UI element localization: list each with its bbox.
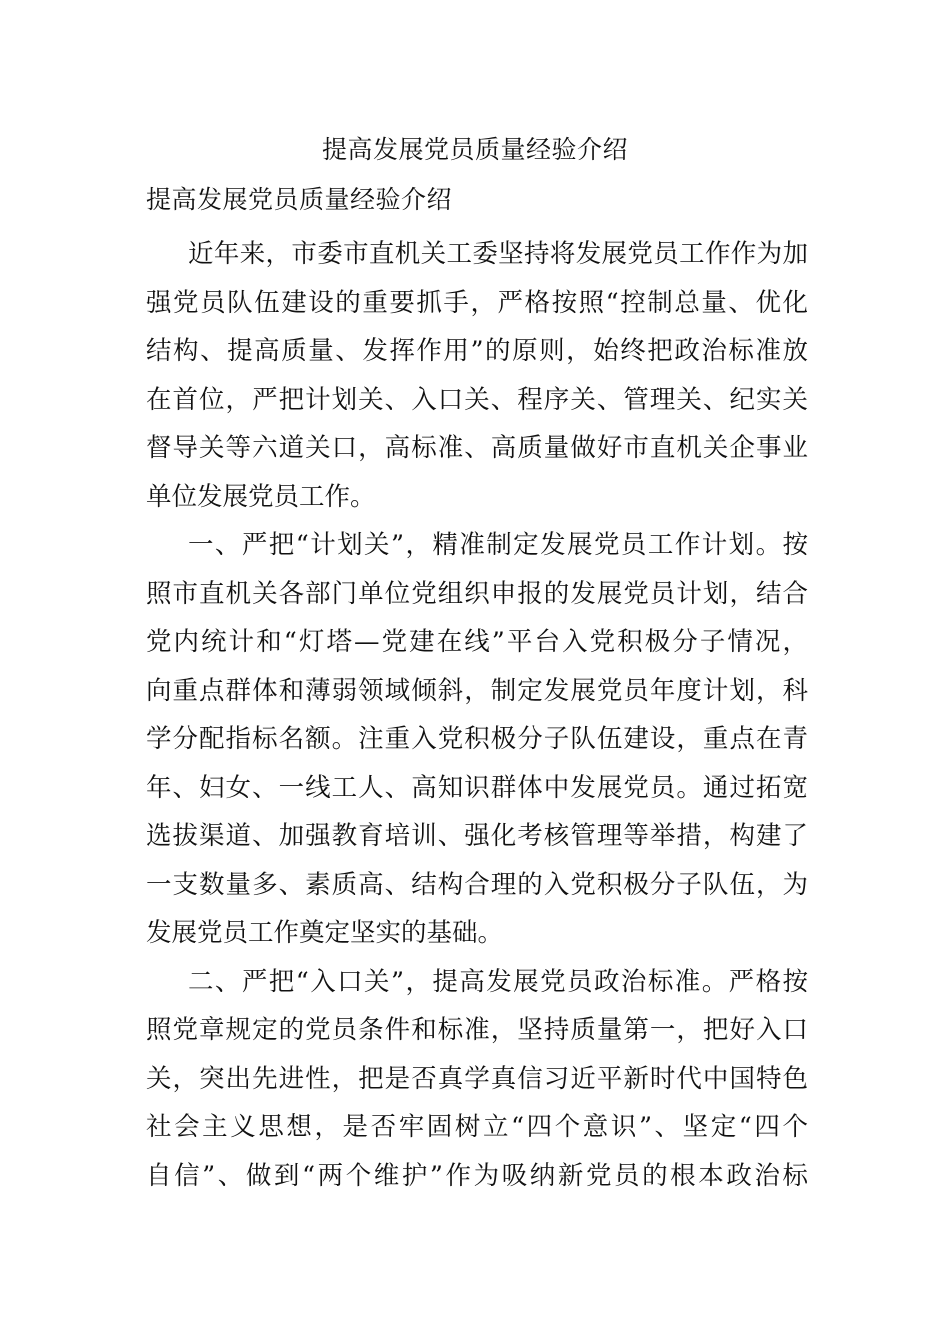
paragraph-line: 单位发展党员工作。 [146,481,376,512]
paragraph-line: 强党员队伍建设的重要抓手，严格按照“控制总量、优化 [146,287,808,318]
paragraph-line: 向重点群体和薄弱领域倾斜，制定发展党员年度计划，科 [146,675,808,706]
paragraph-line: 自信”、做到“两个维护”作为吸纳新党员的根本政治标 [146,1160,808,1191]
paragraph-line: 关，突出先进性，把是否真学真信习近平新时代中国特色 [146,1063,808,1094]
document-subtitle: 提高发展党员质量经验介绍 [146,185,453,214]
paragraph-section-1 [146,521,808,958]
paragraph-line: 选拔渠道、加强教育培训、强化考核管理等举措，构建了 [146,821,808,851]
paragraph-line: 一支数量多、素质高、结构合理的入党积极分子队伍，为 [146,869,808,900]
paragraph-line: 二、严把“入口关”，提高发展党员政治标准。严格按 [188,966,808,997]
paragraph-line: 社会主义思想，是否牢固树立“四个意识”、坚定“四个 [146,1112,808,1142]
paragraph-line: 督导关等六道关口，高标准、高质量做好市直机关企事业 [146,433,808,463]
paragraph-line: 党内统计和“灯塔—党建在线”平台入党积极分子情况， [146,627,808,657]
paragraph-line: 近年来，市委市直机关工委坚持将发展党员工作作为加 [188,239,808,269]
paragraph-line: 照党章规定的党员条件和标准，坚持质量第一，把好入口 [146,1015,808,1045]
paragraph-intro [146,230,808,521]
paragraph-line: 在首位，严把计划关、入口关、程序关、管理关、纪实关 [146,384,808,415]
paragraph-line: 照市直机关各部门单位党组织申报的发展党员计划，结合 [146,578,808,609]
paragraph-line: 一、严把“计划关”，精准制定发展党员工作计划。按 [188,530,808,560]
paragraph-line: 年、妇女、一线工人、高知识群体中发展党员。通过拓宽 [146,772,808,803]
document-title: 提高发展党员质量经验介绍 [321,135,628,164]
paragraph-section-2 [146,958,808,1201]
paragraph-line: 学分配指标名额。注重入党积极分子队伍建设，重点在青 [146,724,808,754]
paragraph-line: 结构、提高质量、发挥作用”的原则，始终把政治标准放 [146,336,808,366]
paragraph-line: 发展党员工作奠定坚实的基础。 [146,918,504,948]
document-body [146,230,808,1200]
